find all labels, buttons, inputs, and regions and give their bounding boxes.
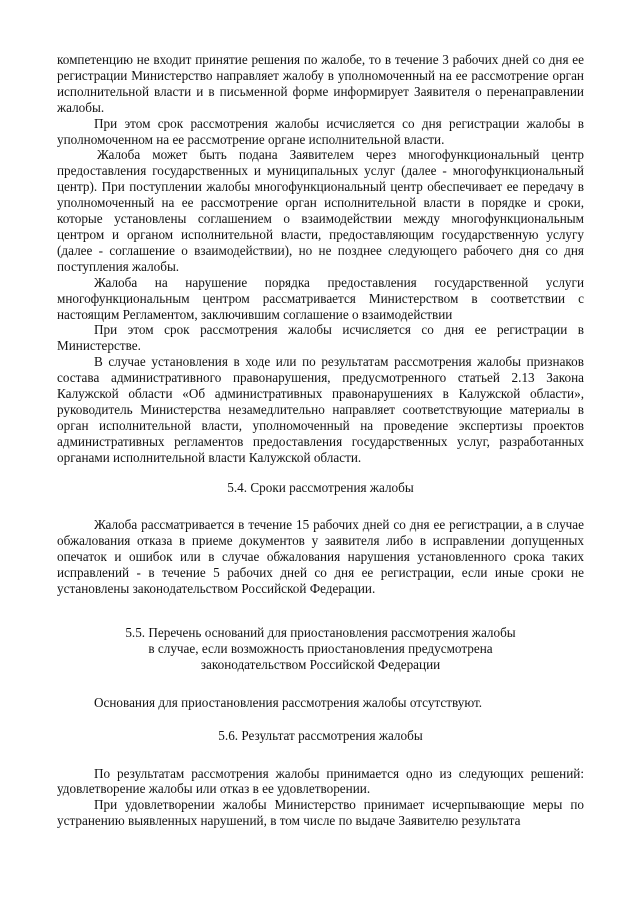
paragraph-satisfaction-measures: При удовлетворении жалобы Министерство принимает исчерпывающие меры по устранению выявленных нарушений, в том числе по выдаче Заявителю результата [57,797,584,829]
paragraph-no-suspension-grounds: Основания для приостановления рассмотрения жалобы отсутствуют. [94,694,483,710]
paragraph-redirect-complaint: компетенцию не входит принятие решения по жалобе, то в течение 3 рабочих дней со дня ее регистрации Министерство направляет жалобу в уполномоченный на ее рассмотрение орган исполнительной власти и в письменной форме информирует Заявителя о перенаправлении жалобы. [57,52,584,115]
heading-5-6: 5.6. Результат рассмотрения жалобы [218,727,423,743]
paragraph-ministry-registration: При этом срок рассмотрения жалобы исчисляется со дня ее регистрации в Министерстве. [57,322,584,354]
paragraph-review-result: По результатам рассмотрения жалобы принимается одно из следующих решений: удовлетворение жалобы или отказ в ее удовлетворении. [57,765,584,797]
paragraph-term-calculation: При этом срок рассмотрения жалобы исчисляется со дня регистрации жалобы в уполномоченном на ее рассмотрение органе исполнительной власти. [57,115,584,147]
heading-5-5-line-1: 5.5. Перечень оснований для приостановления рассмотрения жалобы [125,625,516,640]
paragraph-mfc-submission: Жалоба может быть подана Заявителем через многофункциональный центр предоставления государственных и муниципальных услуг (далее - многофункциональный центр). При поступлении жалобы многофункциональный центр обеспечивает ее передачу в уполномоченный на ее рассмотрение орган исполнительной власти в порядке и сроки, которые установлены соглашением о взаимодействии между многофункциональным центром и органом исполнительной власти, предоставляющим государственную услугу (далее - соглашение о взаимодействии), но не позднее следующего рабочего дня со дня поступления жалобы. [57,147,584,274]
paragraph-review-deadline: Жалоба рассматривается в течение 15 рабочих дней со дня ее регистрации, а в случае обжалования отказа в приеме документов у заявителя либо в исправлении допущенных опечаток и ошибок или в случае обжалования нарушения установленного срока таких исправлений - в течение 5 рабочих дней со дня ее регистрации, если иные сроки не установлены законодательством Российской Федерации. [57,517,584,597]
heading-5-4: 5.4. Сроки рассмотрения жалобы [227,479,414,495]
heading-5-5-line-3: законодательством Российской Федерации [200,656,441,672]
paragraph-mfc-violation: Жалоба на нарушение порядка предоставления государственной услуги многофункциональным центром рассматривается Министерством в соответствии с настоящим Регламентом, заключившим соглашение о взаимодействии [57,274,584,322]
paragraph-administrative-offense: В случае установления в ходе или по результатам рассмотрения жалобы признаков состава административного правонарушения, предусмотренного статьей 2.13 Закона Калужской области «Об административных правонарушениях в Калужской области», руководитель Министерства незамедлительно направляет соответствующие материалы в орган исполнительной власти, уполномоченный на проведение экспертизы проектов административных регламентов предоставления государственных услуг, разработанных органами исполнительной власти Калужской области. [57,354,584,465]
heading-5-5-line-2: в случае, если возможность приостановления предусмотрена [148,640,493,656]
